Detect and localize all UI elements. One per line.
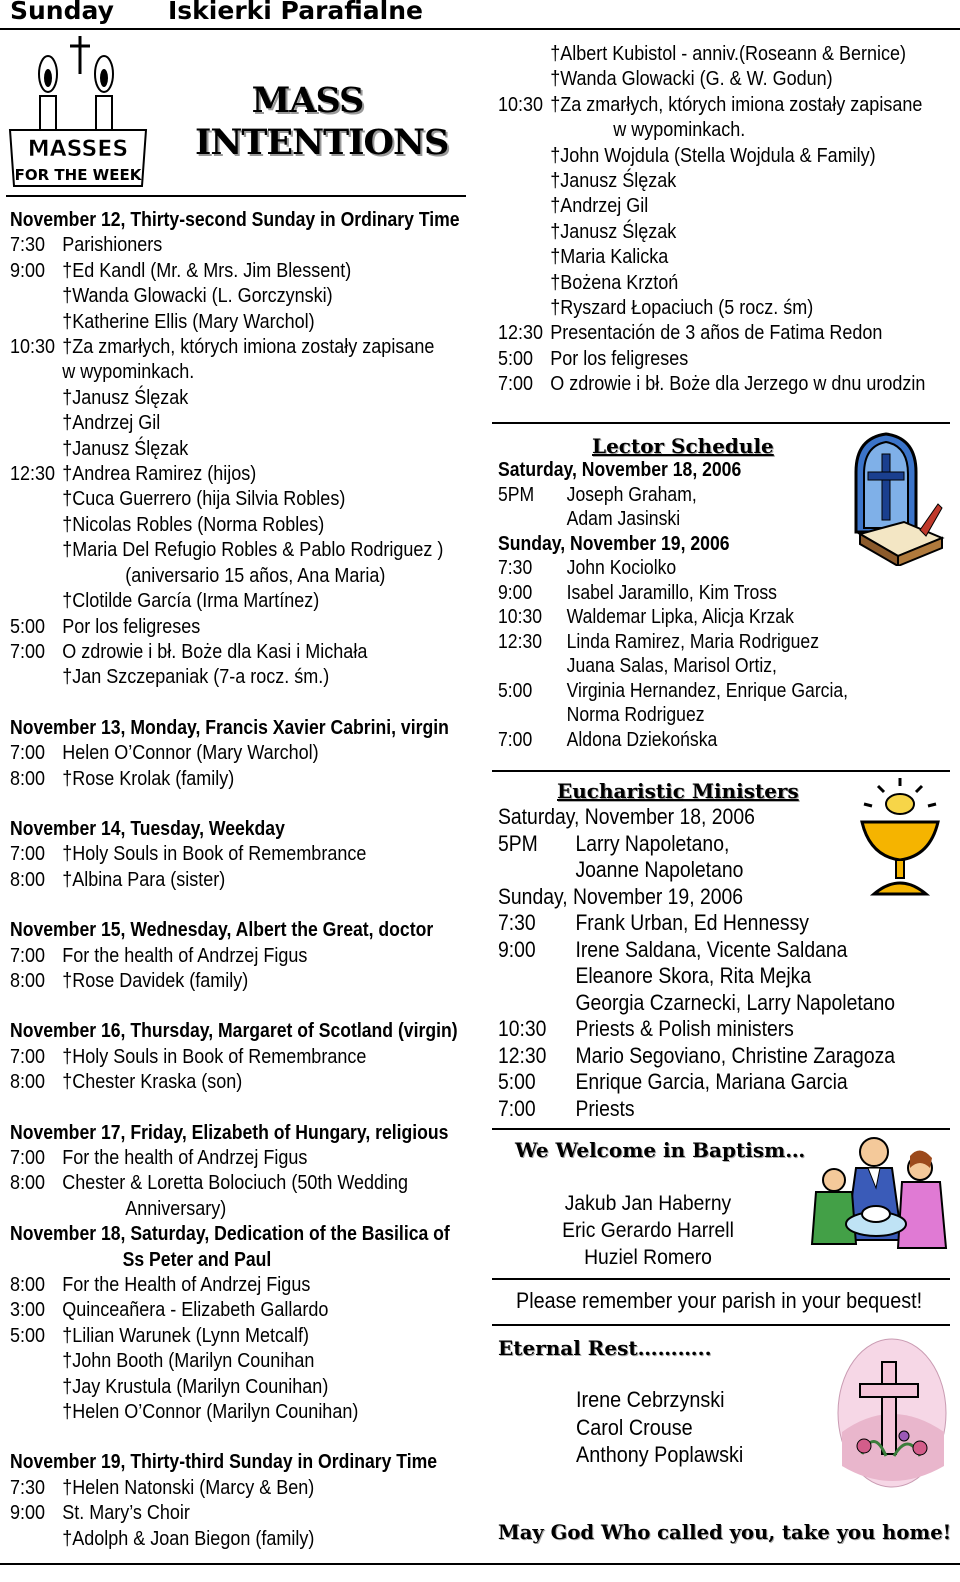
intention-text: †Chester Kraska (son) <box>62 1071 243 1094</box>
schedule-time: 12:30 <box>498 630 543 653</box>
intention-line: †John Wojdula (Stella Wojdula & Family) <box>550 144 876 167</box>
intention-text: Parishioners <box>62 234 163 257</box>
intention-line: w wypominkach. <box>62 361 195 384</box>
intention-line: †Adolph & Joan Biegon (family) <box>62 1527 315 1550</box>
mass-time: 9:00 <box>10 1502 46 1525</box>
intention-line <box>10 462 424 487</box>
intention-line: †Jay Krustula (Marilyn Counihan) <box>62 1375 329 1398</box>
schedule-names: Mario Segoviano, Christine Zaragoza <box>575 1042 896 1068</box>
intention-line: †Helen O’Connor (Marilyn Counihan) <box>62 1401 359 1424</box>
mass-time: 12:30 <box>10 463 56 486</box>
intention-line: †Katherine Ellis (Mary Warchol) <box>62 310 315 333</box>
section-divider <box>492 1324 950 1326</box>
closing-message: May God Who called you, take you home! <box>498 1520 952 1544</box>
schedule-names: Priests <box>575 1095 635 1121</box>
schedule-row <box>498 1016 815 1043</box>
intention-line: †Nicolas Robles (Norma Robles) <box>62 513 325 536</box>
intention-line: †Cuca Guerrero (hija Silvia Robles) <box>62 488 346 511</box>
schedule-row <box>498 679 849 704</box>
mass-time: 5:00 <box>498 347 534 370</box>
intention-line: †Wanda Glowacki (G. & W. Godun) <box>550 68 833 91</box>
intention-line <box>10 259 424 284</box>
spacer <box>10 893 470 918</box>
intention-text: †Rose Davidek (family) <box>62 969 249 992</box>
schedule-names: Aldona Dziekońska <box>566 728 718 751</box>
schedule-row: Joanne Napoletano <box>575 857 744 882</box>
intention-text: Por los feligreses <box>550 347 689 370</box>
intention-line: w wypominkach. <box>613 119 746 142</box>
spacer <box>10 792 470 817</box>
intention-text: For the health of Andrzej Figus <box>62 1147 308 1169</box>
schedule-names: Isabel Jaramillo, Kim Tross <box>566 581 777 604</box>
mass-time: 9:00 <box>10 259 46 282</box>
schedule-time: 5:00 <box>498 679 533 702</box>
schedule-row: Georgia Czarnecki, Larry Napoletano <box>575 989 896 1015</box>
mass-time: 7:00 <box>10 742 46 765</box>
schedule-row <box>498 581 815 606</box>
intention-text: †Holy Souls in Book of Remembrance <box>62 1045 367 1068</box>
schedule-row <box>498 910 815 937</box>
intention-line <box>10 1324 424 1349</box>
bequest-message: Please remember your parish in your bequest! <box>516 1288 923 1313</box>
intention-line: †Ryszard Łopaciuch (5 rocz. śm) <box>550 297 814 320</box>
schedule-row: Adam Jasinski <box>566 508 681 530</box>
schedule-row <box>498 630 820 655</box>
intention-line <box>498 372 926 397</box>
chalice-host-icon <box>856 776 946 903</box>
schedule-time: 9:00 <box>498 936 536 962</box>
intention-text: O zdrowie i bł. Boże dla Kasi i Michała <box>62 640 368 663</box>
mass-time: 7:00 <box>498 373 534 396</box>
intention-text: †Holy Souls in Book of Remembrance <box>62 843 367 866</box>
schedule-names: Irene Saldana, Vicente Saldana <box>575 936 848 962</box>
mass-intentions-title: MASS INTENTIONS <box>195 80 449 163</box>
day-heading-continuation: Ss Peter and Paul <box>122 1248 272 1271</box>
church-window-bible-icon <box>842 432 946 571</box>
intention-text: †Ed Kandl (Mr. & Mrs. Jim Blessent) <box>62 259 352 282</box>
mass-time: 5:00 <box>10 1324 46 1347</box>
intention-line: †Jan Szczepaniak (7-a rocz. śm.) <box>62 666 330 689</box>
schedule-time: 7:00 <box>498 728 533 751</box>
intention-text: †Helen Natonski (Marcy & Ben) <box>62 1476 315 1499</box>
intention-text: Helen O’Connor (Mary Warchol) <box>62 742 319 765</box>
intention-line <box>10 1476 424 1501</box>
intention-line: †Janusz Ślęzak <box>550 170 677 193</box>
spacer <box>10 691 470 716</box>
intention-text: For the health of Andrzej Figus <box>62 944 308 967</box>
mass-time: 8:00 <box>10 1172 46 1195</box>
eternal-rest-title: Eternal Rest……….. <box>498 1336 712 1360</box>
deceased-name: Anthony Poplawski <box>576 1442 744 1467</box>
schedule-row: Juana Salas, Marisol Ortiz, <box>566 655 777 677</box>
intention-text: Chester & Loretta Bolociuch (50th Wedding <box>62 1172 409 1195</box>
schedule-row <box>498 1069 848 1096</box>
intention-text: St. Mary’s Choir <box>62 1502 190 1525</box>
intention-line <box>10 969 424 994</box>
intention-text: Quinceañera - Elizabeth Gallardo <box>62 1299 329 1322</box>
schedule-time: 5PM <box>498 483 535 506</box>
schedule-names: Priests & Polish ministers <box>575 1016 794 1041</box>
intention-text: Presentación de 3 años de Fatima Redon <box>550 322 883 345</box>
baptized-name: Jakub Jan Haberny <box>564 1192 732 1215</box>
intention-line: †Wanda Glowacki (L. Gorczynski) <box>62 285 333 308</box>
intention-line: †Maria Kalicka <box>550 246 669 269</box>
intention-line: †John Booth (Marilyn Counihan <box>62 1350 315 1373</box>
day-heading: November 15, Wednesday, Albert the Great, doctor <box>10 919 434 942</box>
left-intentions-column <box>10 208 470 1552</box>
schedule-names: Frank Urban, Ed Hennessy <box>575 910 809 935</box>
mass-time: 7:00 <box>10 944 46 967</box>
mass-time: 7:00 <box>10 1147 46 1169</box>
eucharistic-ministers-schedule <box>498 804 896 1122</box>
schedule-time: 9:00 <box>498 581 533 604</box>
intention-line <box>10 233 424 258</box>
schedule-time: 7:00 <box>498 1095 536 1121</box>
intention-line <box>498 93 923 118</box>
schedule-names: Joseph Graham, <box>566 483 697 506</box>
intention-line: †Andrzej Gil <box>62 412 161 435</box>
schedule-row <box>498 1042 896 1070</box>
schedule-time: 10:30 <box>498 1016 547 1041</box>
intention-line <box>10 615 424 640</box>
schedule-names: Waldemar Lipka, Alicja Krzak <box>566 606 794 628</box>
schedule-names: Virginia Hernandez, Enrique Garcia, <box>566 679 849 702</box>
baptism-illustration-icon <box>806 1128 950 1263</box>
day-heading: November 14, Tuesday, Weekday <box>10 817 285 840</box>
day-heading: November 12, Thirty-second Sunday in Ordinary Time <box>10 209 460 231</box>
intention-line: †Albert Kubistol - anniv.(Roseann & Bernice) <box>550 43 907 65</box>
deceased-names <box>576 1386 762 1469</box>
header-divider <box>0 28 960 30</box>
schedule-row: Eleanore Skora, Rita Mejka <box>575 963 812 988</box>
intention-text: †Andrea Ramirez (hijos) <box>62 463 257 486</box>
section-divider <box>492 422 950 424</box>
intention-text: †Lilian Warunek (Lynn Metcalf) <box>62 1324 309 1347</box>
spacer <box>10 994 470 1019</box>
section-divider <box>492 770 950 772</box>
intention-line: †Janusz Ślęzak <box>62 386 189 409</box>
schedule-time: 7:30 <box>498 557 533 579</box>
title-divider <box>6 195 466 197</box>
schedule-time: 10:30 <box>498 606 543 628</box>
day-heading: November 18, Saturday, Dedication of the Basilica of <box>10 1223 450 1246</box>
intention-line <box>10 1298 424 1323</box>
intention-line: (aniversario 15 años, Ana Maria) <box>125 564 386 587</box>
mass-time: 7:00 <box>10 640 46 663</box>
intention-line <box>498 321 912 346</box>
intention-line <box>10 1146 424 1171</box>
intention-text: Por los feligreses <box>62 615 201 638</box>
mass-time: 7:00 <box>10 1045 46 1068</box>
intention-line <box>10 335 435 360</box>
intention-line: †Janusz Ślęzak <box>62 437 189 460</box>
lector-schedule-title: Lector Schedule <box>592 434 774 458</box>
schedule-time: 5:00 <box>498 1069 536 1094</box>
schedule-row: Norma Rodriguez <box>566 704 705 726</box>
spacer <box>10 1096 470 1121</box>
mass-time: 7:30 <box>10 1476 46 1499</box>
schedule-time: 12:30 <box>498 1042 547 1068</box>
intention-line <box>10 767 424 792</box>
day-heading: November 17, Friday, Elizabeth of Hungary, religious <box>10 1121 449 1144</box>
intention-line <box>10 944 424 969</box>
intention-line <box>10 868 424 893</box>
intention-line: †Bożena Krztoń <box>550 271 679 294</box>
footer-divider <box>0 1563 960 1565</box>
intention-line <box>10 1501 424 1526</box>
baptized-name: Huziel Romero <box>584 1246 712 1269</box>
eucharistic-ministers-title: Eucharistic Ministers <box>557 779 799 803</box>
schedule-date: Saturday, November 18, 2006 <box>498 459 742 481</box>
schedule-row <box>498 831 815 858</box>
schedule-row <box>498 728 815 753</box>
mass-time: 8:00 <box>10 1071 46 1094</box>
section-divider <box>492 1278 950 1280</box>
lector-schedule <box>498 458 858 752</box>
deceased-name: Carol Crouse <box>576 1414 693 1440</box>
intention-line: †Maria Del Refugio Robles & Pablo Rodriguez ) <box>62 539 444 562</box>
baptism-welcome-title: We Welcome in Baptism… <box>515 1138 806 1162</box>
mass-time: 7:00 <box>10 843 46 866</box>
intention-text: For the Health of Andrzej Figus <box>62 1274 311 1297</box>
intention-text: †Albina Para (sister) <box>62 868 226 891</box>
intention-line <box>10 640 424 665</box>
mass-time: 5:00 <box>10 615 46 638</box>
baptized-name: Eric Gerardo Harrell <box>562 1219 734 1242</box>
schedule-row <box>498 556 815 581</box>
intention-line: †Andrzej Gil <box>550 195 649 218</box>
intention-line <box>498 347 912 372</box>
day-heading: November 16, Thursday, Margaret of Scotland (virgin) <box>10 1020 458 1043</box>
intention-line <box>10 741 424 766</box>
page-header <box>0 0 960 30</box>
deceased-name: Irene Cebrzynski <box>576 1387 725 1412</box>
mass-time: 8:00 <box>10 767 46 790</box>
schedule-date: Sunday, November 19, 2006 <box>498 532 730 555</box>
spacer <box>10 1425 470 1450</box>
intention-line <box>10 842 424 867</box>
mass-time: 8:00 <box>10 1274 46 1297</box>
logo-line-2: FOR THE WEEK <box>14 166 142 184</box>
intention-line: Anniversary) <box>125 1197 227 1220</box>
schedule-names: John Kociolko <box>566 557 677 579</box>
schedule-time: 7:30 <box>498 910 536 935</box>
mass-time: 8:00 <box>10 868 46 891</box>
day-heading: November 13, Monday, Francis Xavier Cabrini, virgin <box>10 716 449 739</box>
candles-icon <box>6 34 150 192</box>
day-heading: November 19, Thirty-third Sunday in Ordinary Time <box>10 1451 438 1474</box>
intention-line <box>10 1070 424 1095</box>
cross-flowers-icon <box>834 1336 950 1495</box>
intention-text: †Za zmarłych, których imiona zostały zapisane <box>62 336 435 359</box>
intention-line <box>10 1273 424 1298</box>
intention-text: †Rose Krolak (family) <box>62 767 235 790</box>
intention-line: †Clotilde García (Irma Martínez) <box>62 590 320 613</box>
schedule-row <box>498 483 815 508</box>
right-intentions-column <box>498 42 958 398</box>
schedule-row <box>498 1096 815 1123</box>
masses-for-the-week-logo <box>6 34 150 192</box>
schedule-row <box>498 936 848 964</box>
intention-text: †Za zmarłych, których imiona zostały zapisane <box>550 93 923 116</box>
mass-time: 10:30 <box>498 93 544 116</box>
logo-line-1: MASSES <box>27 137 129 162</box>
mass-time: 8:00 <box>10 969 46 992</box>
header-day: Sunday <box>10 0 114 25</box>
mass-time: 3:00 <box>10 1299 46 1322</box>
header-title: Iskierki Parafialne <box>168 0 424 25</box>
schedule-names: Linda Ramirez, Maria Rodriguez <box>566 630 820 653</box>
intention-text: O zdrowie i bł. Boże dla Jerzego w dnu urodzin <box>550 373 926 396</box>
schedule-names: Enrique Garcia, Mariana Garcia <box>575 1069 848 1094</box>
intention-line <box>10 1045 424 1070</box>
intention-line <box>10 1171 424 1196</box>
intention-line: †Janusz Ślęzak <box>550 220 677 243</box>
baptism-names <box>548 1190 748 1271</box>
schedule-date: Saturday, November 18, 2006 <box>498 804 755 829</box>
schedule-date: Sunday, November 19, 2006 <box>498 883 744 909</box>
mass-time: 7:30 <box>10 234 46 257</box>
schedule-names: Larry Napoletano, <box>575 830 730 856</box>
mass-time: 12:30 <box>498 322 544 345</box>
mass-time: 10:30 <box>10 336 56 359</box>
schedule-time: 5PM <box>498 830 538 856</box>
schedule-row <box>498 605 815 630</box>
